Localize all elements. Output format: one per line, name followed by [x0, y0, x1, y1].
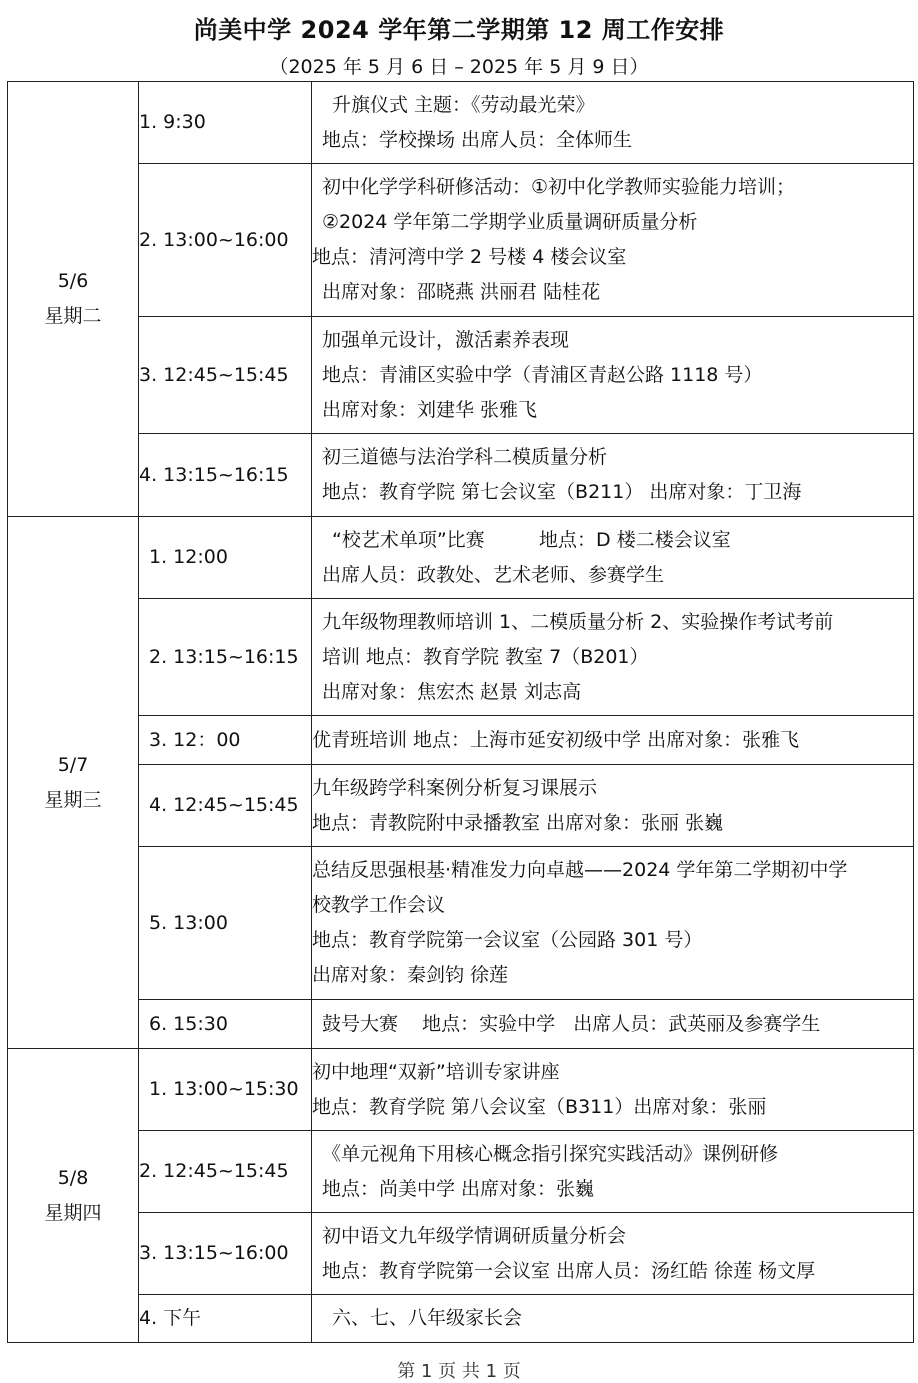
event-time: 3. 12：00 — [139, 716, 312, 765]
event-line: 培训 地点：教育学院 教室 7（B201） — [322, 645, 649, 668]
table-row — [8, 164, 914, 317]
event-content — [312, 164, 914, 317]
day-cell-5-8 — [8, 1049, 139, 1343]
event-line: 九年级物理教师培训 1、二模质量分析 2、实验操作考试考前 — [322, 610, 834, 633]
event-time: 3. 13:15~16:00 — [139, 1213, 312, 1295]
schedule-table — [7, 81, 914, 1343]
event-time: 4. 13:15~16:15 — [139, 434, 312, 517]
event-line: 《单元视角下用核心概念指引探究实践活动》课例研修 — [322, 1142, 779, 1165]
event-line: 出席对象：邵晓燕 洪丽君 陆桂花 — [322, 281, 601, 303]
event-line: 出席对象：刘建华 张雅飞 — [322, 398, 538, 421]
event-line: 校教学工作会议 — [312, 894, 446, 916]
event-content — [312, 765, 914, 847]
event-time: 6. 15:30 — [139, 1000, 312, 1049]
event-time: 2. 13:15~16:15 — [139, 599, 312, 716]
event-line: ②2024 学年第二学期学业质量调研质量分析 — [322, 211, 698, 233]
event-content — [312, 599, 914, 716]
day-cell-5-7 — [8, 517, 139, 1049]
event-line: 升旗仪式 主题：《劳动最光荣》 — [332, 93, 595, 116]
table-row — [8, 1295, 914, 1343]
table-row — [8, 317, 914, 434]
page-title: 尚美中学 2024 学年第二学期第 12 周工作安排 — [193, 16, 725, 44]
event-content — [312, 1295, 914, 1343]
event-content — [312, 82, 914, 164]
table-row — [8, 1000, 914, 1049]
event-line: 地点：教育学院 第七会议室（B211） 出席对象：丁卫海 — [322, 481, 802, 503]
event-content — [312, 434, 914, 517]
event-line: 初三道德与法治学科二模质量分析 — [322, 446, 608, 468]
event-line: 总结反思强根基·精准发力向卓越——2024 学年第二学期初中学 — [312, 859, 848, 881]
event-line: 出席人员：政教处、艺术老师、参赛学生 — [322, 563, 665, 586]
date-range-subtitle: （2025 年 5 月 6 日 – 2025 年 5 月 9 日） — [269, 56, 649, 78]
table-row — [8, 847, 914, 1000]
event-time: 1. 9:30 — [139, 82, 312, 164]
event-line: 初中语文九年级学情调研质量分析会 — [322, 1224, 627, 1247]
event-time: 5. 13:00 — [139, 847, 312, 1000]
day-cell-5-6 — [8, 82, 139, 517]
event-line: 出席对象：焦宏杰 赵景 刘志高 — [322, 680, 582, 703]
event-time: 1. 12:00 — [139, 517, 312, 599]
event-content — [312, 1131, 914, 1213]
event-line: 地点：教育学院第一会议室（公园路 301 号） — [312, 929, 703, 951]
event-line: 加强单元设计，激活素养表现 — [322, 328, 570, 351]
event-line: 地点：教育学院 第八会议室（B311）出席对象：张丽 — [312, 1095, 767, 1118]
day-date: 5/8 — [57, 1166, 89, 1189]
event-content — [312, 317, 914, 434]
event-line: 初中化学学科研修活动：①初中化学教师实验能力培训； — [322, 176, 796, 198]
table-row — [8, 1049, 914, 1131]
event-content — [312, 1049, 914, 1131]
event-time: 1. 13:00~15:30 — [139, 1049, 312, 1131]
event-line: 初中地理“双新”培训专家讲座 — [312, 1060, 560, 1083]
event-content — [312, 1213, 914, 1295]
table-row — [8, 1131, 914, 1213]
event-line: 鼓号大赛 地点：实验中学 出席人员：武英丽及参赛学生 — [322, 1012, 821, 1035]
event-time: 2. 12:45~15:45 — [139, 1131, 312, 1213]
event-content — [312, 1000, 914, 1049]
event-line: “校艺术单项”比赛 地点：D 楼二楼会议室 — [332, 528, 731, 551]
event-line: 九年级跨学科案例分析复习课展示 — [312, 776, 598, 799]
event-content — [312, 517, 914, 599]
event-line: 地点：清河湾中学 2 号楼 4 楼会议室 — [312, 246, 627, 268]
table-row — [8, 765, 914, 847]
event-time: 3. 12:45~15:45 — [139, 317, 312, 434]
event-line: 出席对象：秦剑钧 徐莲 — [312, 964, 509, 986]
day-date: 5/7 — [57, 753, 89, 776]
event-line: 地点：青教院附中录播教室 出席对象：张丽 张巍 — [312, 811, 724, 834]
table-row — [8, 1213, 914, 1295]
table-row — [8, 434, 914, 517]
event-time: 4. 下午 — [139, 1295, 312, 1343]
event-time: 2. 13:00~16:00 — [139, 164, 312, 317]
day-weekday: 星期二 — [44, 305, 102, 327]
page-footer: 第 1 页 共 1 页 — [397, 1361, 521, 1382]
event-content — [312, 716, 914, 765]
day-weekday: 星期四 — [44, 1201, 102, 1224]
event-line: 优青班培训 地点：上海市延安初级中学 出席对象：张雅飞 — [312, 728, 800, 751]
event-content — [312, 847, 914, 1000]
day-weekday: 星期三 — [44, 788, 102, 811]
event-line: 地点：学校操场 出席人员：全体师生 — [322, 128, 633, 151]
event-line: 地点：青浦区实验中学（青浦区青赵公路 1118 号） — [322, 363, 763, 386]
event-line: 地点：尚美中学 出席对象：张巍 — [322, 1177, 595, 1200]
event-line: 六、七、八年级家长会 — [332, 1307, 523, 1329]
table-row — [8, 517, 914, 599]
event-time: 4. 12:45~15:45 — [139, 765, 312, 847]
day-date: 5/6 — [57, 270, 89, 292]
table-row — [8, 716, 914, 765]
event-line: 地点：教育学院第一会议室 出席人员：汤红皓 徐莲 杨文厚 — [322, 1259, 816, 1282]
table-row — [8, 82, 914, 164]
table-row — [8, 599, 914, 716]
